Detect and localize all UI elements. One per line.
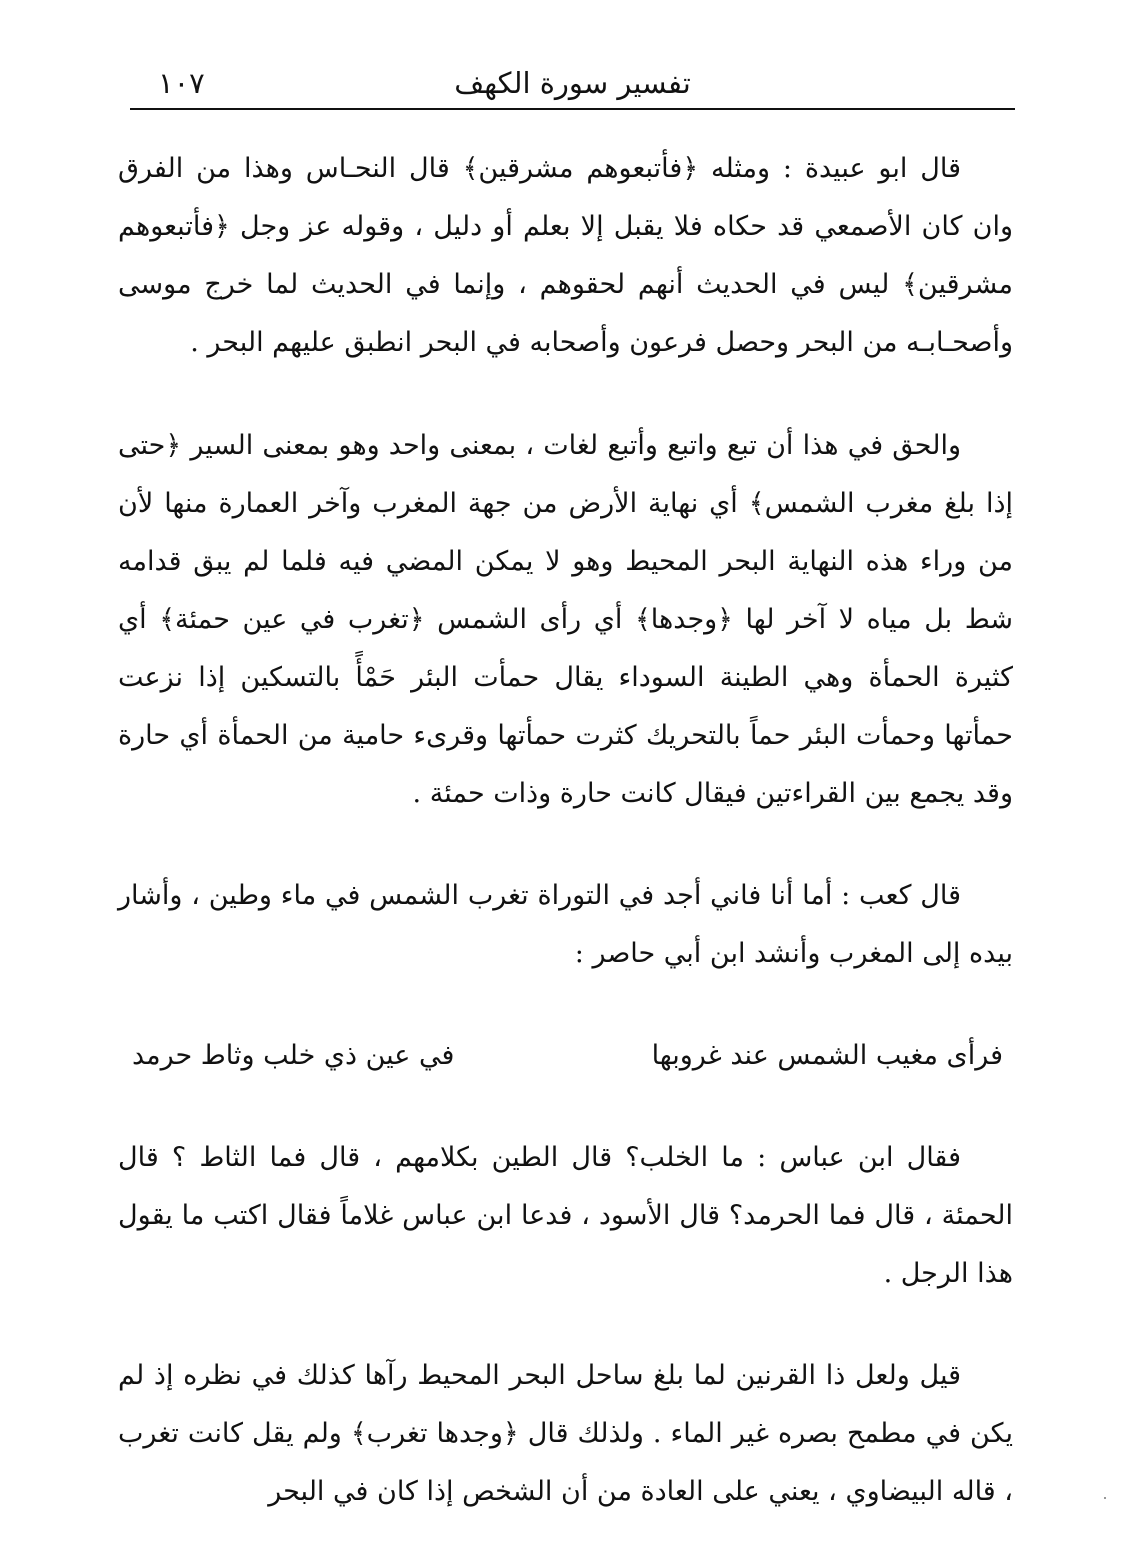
- paragraph-abu-ubayda: قال ابو عبيدة : ومثله ﴿فأتبعوهم مشرقين﴾ قال النحـاس وهذا من الفرق وان كان الأصمعي قد حكاه فلا يقبل إلا بعلم أو دليل ، وقوله عز وجل ﴿فأتبعوهم مشرقين﴾ ليس في الحديث أنهم لحقوهم ، وإنما في الحديث لما خرج موسى وأصحـابـه من البحر وحصل فرعون وأصحابه في البحر انطبق عليهم البحر .: [118, 153, 1013, 358]
- margin-speck: [1104, 1497, 1106, 1499]
- paragraph-dhul-qarnayn: قيل ولعل ذا القرنين لما بلغ ساحل البحر المحيط رآها كذلك في نظره إذ لم يكن في مطمح بصره غير الماء . ولذلك قال ﴿وجدها تغرب﴾ ولم يقل كانت تغرب ، قاله البيضاوي ، يعني على العادة من أن الشخص إذا كان في البحر: [118, 1360, 1013, 1507]
- header-rule: [130, 108, 1015, 110]
- verse-first-hemistich: فرأى مغيب الشمس عند غروبها: [651, 1040, 1003, 1071]
- page-header: [130, 60, 1015, 106]
- poetry-verse: [118, 1027, 1013, 1085]
- verse-second-hemistich: في عين ذي خلب وثاط حرمد: [132, 1040, 455, 1071]
- paragraph-al-haqq: والحق في هذا أن تبع واتبع وأتبع لغات ، بمعنى واحد وهو بمعنى السير ﴿حتى إذا بلغ مغرب الشمس﴾ أي نهاية الأرض من جهة المغرب وآخر العمارة منها لأن من وراء هذه النهاية البحر المحيط وهو لا يمكن المضي فيه فلما لم يبق قدامه شط بل مياه لا آخر لها ﴿وجدها﴾ أي رأى الشمس ﴿تغرب في عين حمئة﴾ أي كثيرة الحمأة وهي الطينة السوداء يقال حمأت البئر حَمْأً بالتسكين إذا نزعت حمأتها وحمأت البئر حماً بالتحريك كثرت حمأتها وقرىء حامية من الحمأة أي حارة وقد يجمع بين القراءتين فيقال كانت حارة وذات حمئة .: [118, 430, 1014, 809]
- paragraph-ibn-abbas: فقال ابن عباس : ما الخلب؟ قال الطين بكلامهم ، قال فما الثاط ؟ قال الحمئة ، قال فما الحرمد؟ قال الأسود ، فدعا ابن عباس غلاماً فقال اكتب ما يقول هذا الرجل .: [118, 1142, 1013, 1289]
- page-number: ١٠٧: [158, 66, 205, 100]
- page-body: [118, 140, 1013, 1521]
- paragraph-kaab: قال كعب : أما أنا فاني أجد في التوراة تغرب الشمس في ماء وطين ، وأشار بيده إلى المغرب وأنشد ابن أبي حاصر :: [118, 880, 1013, 969]
- running-title: تفسير سورة الكهف: [454, 66, 691, 100]
